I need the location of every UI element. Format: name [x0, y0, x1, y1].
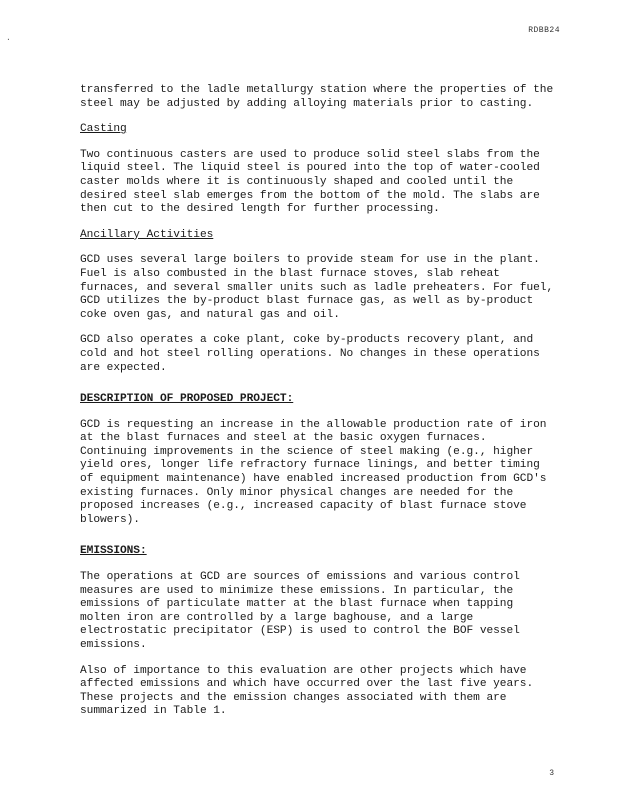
ancillary-paragraph-2: GCD also operates a coke plant, coke by-products recovery plant, and cold and hot steel rolling operations. No changes in these operations are expected.	[80, 334, 547, 374]
page-number: 3	[549, 769, 554, 778]
casting-heading: Casting	[80, 123, 127, 136]
casting-paragraph: Two continuous casters are used to produce solid steel slabs from the liquid steel. The liquid steel is poured into the top of water-cooled caster molds where it is continuously shaped and cooled until the desired steel slab emerges from the bottom of the mold. The slabs are then cut to the desired length for further processing.	[80, 148, 547, 216]
document-id: RDBB24	[528, 26, 560, 35]
document-body	[80, 84, 560, 731]
ancillary-paragraph-1: GCD uses several large boilers to provide steam for use in the plant. Fuel is also combusted in the blast furnace stoves, slab reheat furnaces, and several smaller units such as ladle preheaters. For fuel, GCD utilizes the by-product blast furnace gas, as well as by-product coke oven gas, and natural gas and oil.	[80, 254, 560, 321]
ancillary-heading: Ancillary Activities	[80, 228, 214, 241]
scan-mark: .	[6, 34, 11, 43]
project-heading: DESCRIPTION OF PROPOSED PROJECT:	[80, 393, 294, 406]
emissions-paragraph-1: The operations at GCD are sources of emissions and various control measures are used to minimize these emissions. In particular, the emissions of particulate matter at the blast furnace when tapping molten iron are controlled by a large baghouse, and a large electrostatic precipitator (ESP) is used to control the BOF vessel emissions.	[80, 571, 527, 651]
intro-paragraph: transferred to the ladle metallurgy station where the properties of the steel may be adjusted by adding alloying materials prior to casting.	[80, 84, 560, 110]
project-paragraph: GCD is requesting an increase in the allowable production rate of iron at the blast furnaces and steel at the basic oxygen furnaces. Continuing improvements in the science of steel making (e.g., higher yield ores, longer life refractory furnace linings, and better timing of equipment maintenance) have enabled increased production from GCD's existing furnaces. Only minor physical changes are needed for the proposed increases (e.g., increased capacity of blast furnace stove blowers).	[80, 418, 554, 526]
emissions-heading: EMISSIONS:	[80, 545, 147, 558]
emissions-paragraph-2: Also of importance to this evaluation are other projects which have affected emissions and which have occurred over the last five years. These projects and the emission changes associated with them are summarized in Table 1.	[80, 664, 540, 718]
